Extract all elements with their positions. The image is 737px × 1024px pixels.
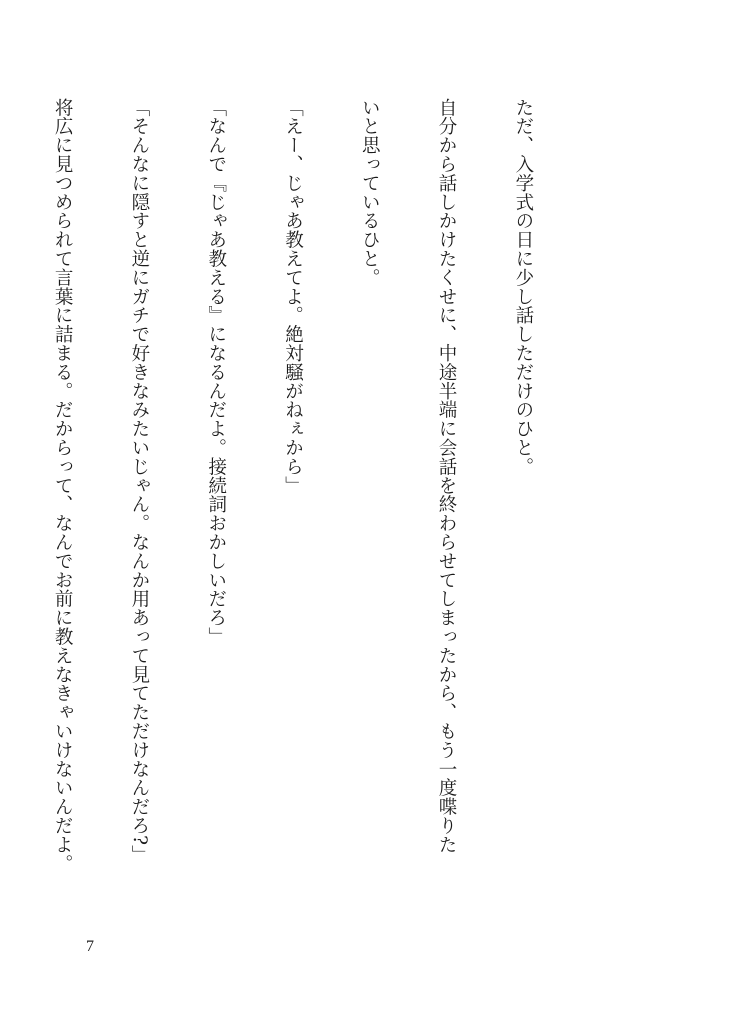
page-number: 7 <box>86 938 94 955</box>
text-line: 「そんなに隠すと逆にガチで好きなみたいじゃん。なんか用あって見てただけなんだろ?」 <box>128 98 150 865</box>
text-line: 「えー、じゃあ教えてよ。絶対騒がねぇから」 <box>282 98 304 495</box>
text-line: 自分から話しかけたくせに、中途半端に会話を終わらせてしまったから、もう一度喋りた <box>436 98 458 854</box>
vertical-text-body <box>0 98 587 928</box>
text-line: 将広に見つめられて言葉に詰まる。だからって、なんでお前に教えなきゃいけないんだよ。 <box>52 98 74 873</box>
text-line: 「なんで『じゃあ教える』になるんだよ。接続詞おかしいだろ」 <box>205 98 227 647</box>
text-line: いと思っているひと。 <box>359 98 381 287</box>
text-line: ただ、入学式の日に少し話しただけのひと。 <box>512 98 534 476</box>
